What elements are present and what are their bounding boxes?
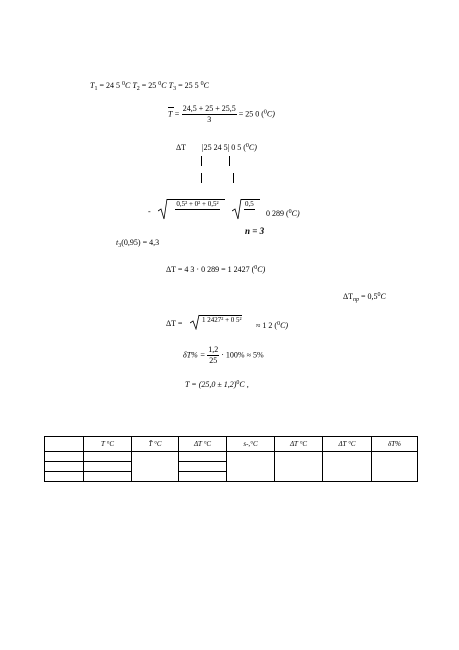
table-header: ΔT °C — [179, 437, 227, 452]
table-header — [45, 437, 84, 452]
deviation-line: ΔT |25 24 5| 0 5 ($^0$C) — [176, 143, 257, 152]
instrument-error: $\Delta T_{пр} = 0,5^0C$ — [343, 292, 386, 303]
sigma-radicand-2: 0,5 — [241, 199, 260, 219]
sigma-radicand: 0,5² + 0² + 0,5² — [167, 199, 225, 219]
abs-bar-1 — [201, 156, 202, 166]
table-cell — [227, 452, 275, 482]
table-header: T̄ °C — [132, 437, 179, 452]
table-header: ΔT °C — [275, 437, 323, 452]
total-error-result: ≈ 1 2 ($^0$C) — [256, 321, 289, 330]
table-cell — [84, 452, 132, 462]
abs-bar-3 — [201, 173, 202, 183]
results-table — [44, 436, 418, 482]
total-error-radicand: 1 2427² + 0 5² — [199, 315, 242, 325]
table-cell — [179, 462, 227, 472]
table-cell — [179, 452, 227, 462]
final-result: $T = (25,0 \pm 1,2)^0C$ , — [185, 380, 249, 389]
mean-formula: T = $\frac{24,5 + 25 + 25,5}{3}$ = 25 0 ($^0$C) — [168, 104, 275, 124]
table-cell — [45, 462, 84, 472]
table-header-row — [45, 437, 418, 452]
table-cell — [323, 452, 372, 482]
table-header: δT% — [372, 437, 418, 452]
table-cell — [179, 472, 227, 482]
table-cell — [84, 462, 132, 472]
abs-bar-4 — [233, 173, 234, 183]
table-cell — [84, 472, 132, 482]
table-cell — [45, 472, 84, 482]
table-cell — [275, 452, 323, 482]
table-header: ΔT °C — [323, 437, 372, 452]
relative-error: δT% = $\frac{1,2}{25}$ · 100% ≈ 5% — [183, 345, 264, 365]
measurements-line: $T_1 = 24$ 5 $^0$C $T_2 = 25$ $^0$C $T_3 = 25$ 5 $^0$C — [90, 81, 209, 92]
student-coefficient: $t_3(0,95) = 4,3$ — [116, 238, 160, 249]
n-label: n = 3 — [245, 226, 265, 236]
table-cell — [45, 452, 84, 462]
table-cell — [372, 452, 418, 482]
sigma-dash: - — [148, 207, 151, 216]
table-row — [45, 452, 418, 462]
sigma-result: 0 289 ($^0$C) — [266, 209, 300, 218]
total-error-lhs: ΔT = — [166, 319, 183, 328]
random-error: ΔT = 4 3 · 0 289 = 1 2427 ($^0$C) — [166, 265, 266, 274]
abs-bar-2 — [229, 156, 230, 166]
table-header: T °C — [84, 437, 132, 452]
table-header: s-,°C — [227, 437, 275, 452]
table-cell — [132, 452, 179, 482]
